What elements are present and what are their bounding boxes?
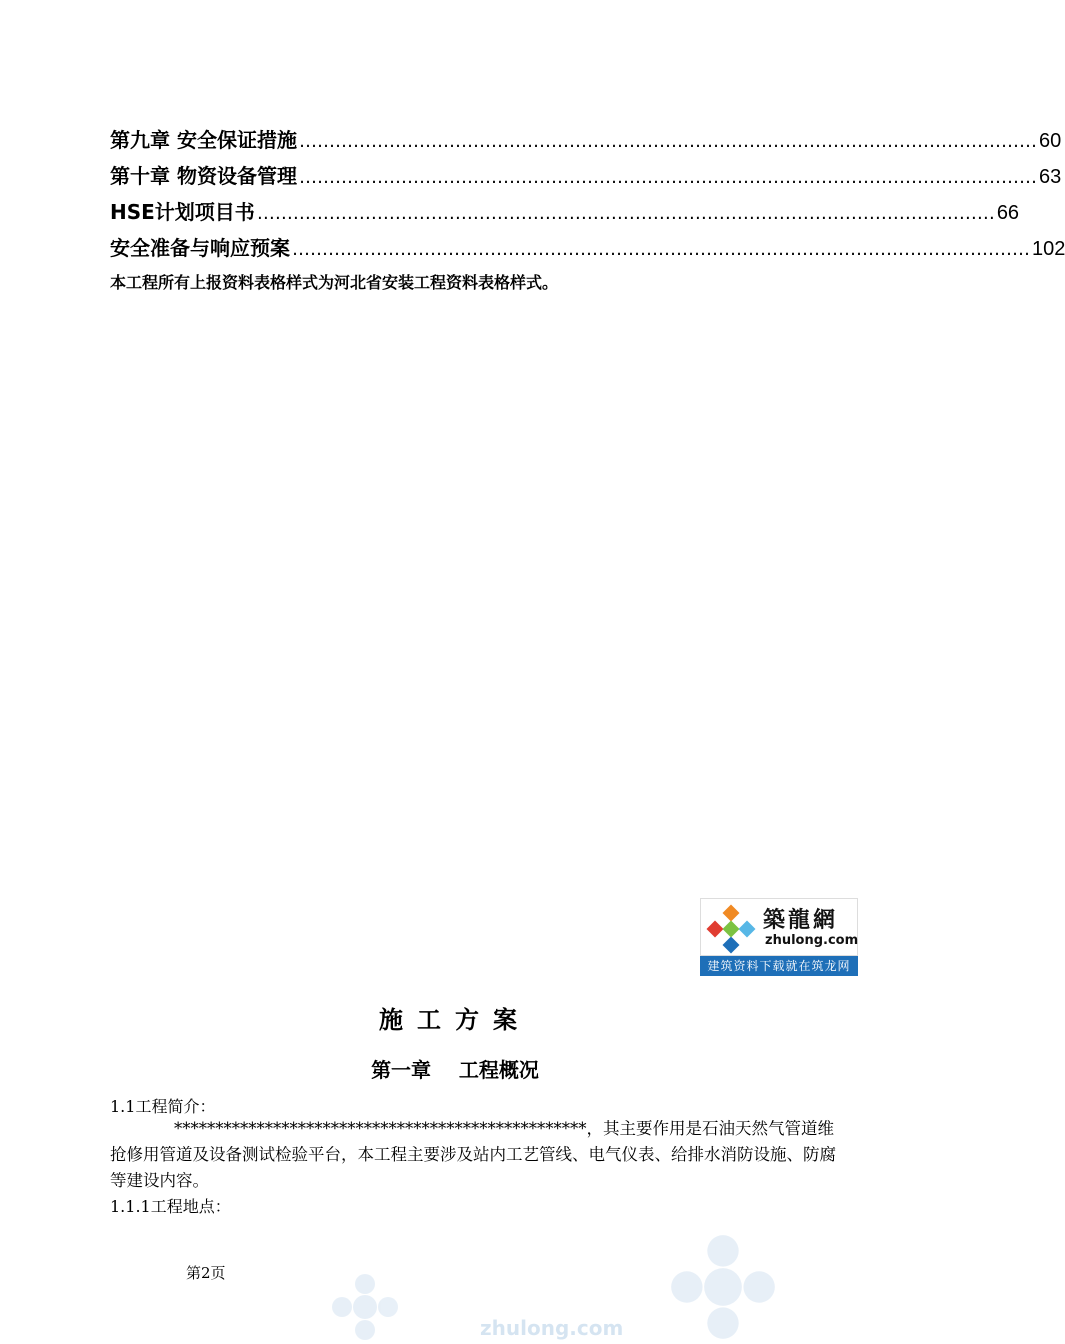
zhulong-mark-icon [705,903,757,955]
logo-domain: zhulong.com [765,933,859,948]
toc-note: 本工程所有上报资料表格样式为河北省安装工程资料表格样式。 [110,273,559,292]
toc-leader-dots: …………………………………………………………………………………………………………… [298,131,1037,152]
toc-entry[interactable] [110,122,1062,158]
toc-leader-dots: …………………………………………………………………………………………………………… [298,167,1037,188]
logo-slogan: 建筑资料下载就在筑龙网 [700,956,858,976]
toc-entry-page: 102 [1032,238,1065,260]
toc-entry-page: 63 [1038,166,1062,188]
logo-top [700,898,858,956]
toc-entry[interactable] [110,194,1020,230]
toc-entry-title: 安全准备与响应预案 [110,236,290,260]
toc-entry[interactable] [110,158,1062,194]
logo-name-cn: 築龍網 [763,907,839,933]
toc-entry-page: 60 [1038,130,1062,152]
toc-entry[interactable] [110,230,1065,266]
subsection-heading: 1.1.1工程地点： [110,1197,231,1216]
watermark-flower-icon [330,1272,400,1342]
toc-entry-title: 第九章 安全保证措施 [110,128,297,152]
chapter-title: 第一章 工程概况 [371,1058,539,1082]
section-heading: 1.1工程简介： [110,1097,216,1116]
zhulong-logo[interactable] [700,898,858,976]
body-paragraph: **************************************************，其主要作用是石油天然气管道维抢修用管道及设备测试检验平台，本工程主要涉及站内工艺管线、电气仪表、给排水消防设施、防腐等建设内容。 [110,1119,836,1190]
watermark-flower-icon [668,1232,778,1342]
table-of-contents [110,122,1065,266]
toc-entry-title: 第十章 物资设备管理 [110,164,297,188]
watermark-text: zhulong.com [480,1316,624,1340]
toc-leader-dots: …………………………………………………………………………………………………………… [292,239,1030,260]
toc-entry-page: 66 [996,202,1020,224]
toc-entry-title: HSE计划项目书 [110,200,255,224]
page-number: 第2页 [186,1264,226,1282]
document-title: 施工方案 [379,1006,531,1034]
toc-leader-dots: …………………………………………………………………………………………………………… [256,203,995,224]
